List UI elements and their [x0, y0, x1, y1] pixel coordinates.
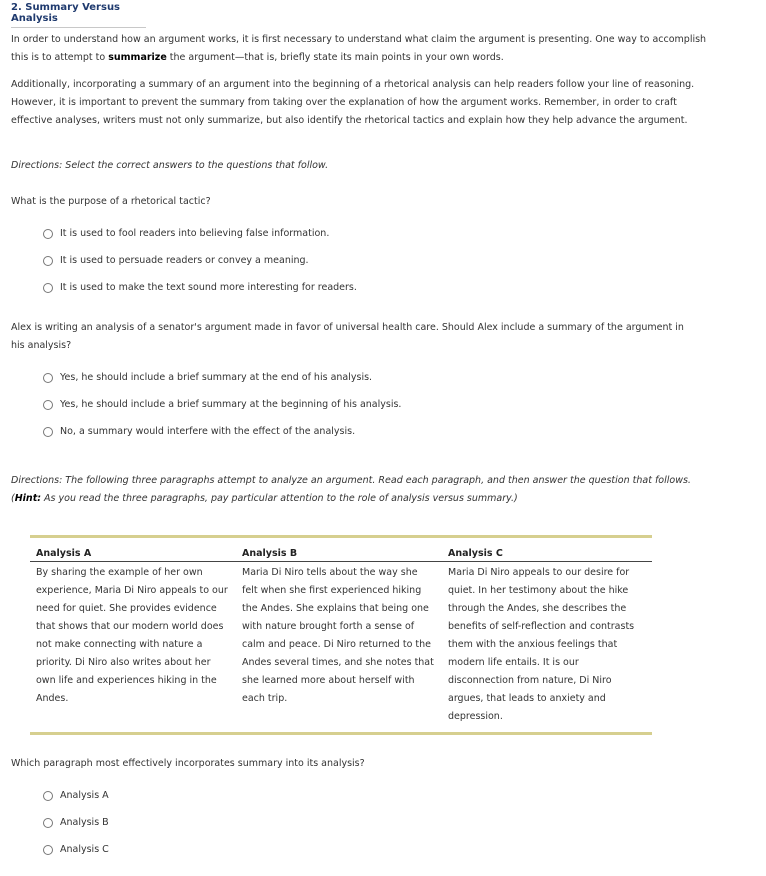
- radio-button[interactable]: [43, 427, 53, 437]
- directions-1: Directions: Select the correct answers to the questions that follow.: [11, 160, 329, 171]
- q3-option-3[interactable]: Analysis C: [43, 844, 109, 855]
- hint-label: Hint:: [14, 493, 42, 504]
- summarize-bold: summarize: [108, 52, 167, 63]
- q1-option-3[interactable]: It is used to make the text sound more interesting for readers.: [43, 282, 357, 293]
- analysis-b-header: Analysis B: [236, 537, 442, 562]
- q2-option-2[interactable]: Yes, he should include a brief summary at the beginning of his analysis.: [43, 399, 401, 410]
- radio-button[interactable]: [43, 845, 53, 855]
- question-2-text: Alex is writing an analysis of a senator's argument made in favor of universal health care. Should Alex include a summary of the argument in his analysis?: [11, 322, 684, 351]
- radio-button[interactable]: [43, 283, 53, 293]
- section-title: 2. Summary Versus Analysis: [11, 2, 146, 28]
- q1-option-2[interactable]: It is used to persuade readers or convey a meaning.: [43, 255, 309, 266]
- question-1-text: What is the purpose of a rhetorical tactic?: [11, 196, 211, 207]
- q3-option-2[interactable]: Analysis B: [43, 817, 109, 828]
- analysis-a-text: By sharing the example of her own experience, Maria Di Niro appeals to our need for quiet. She provides evidence that shows that our modern world does not make connecting with nature a priority. Di Niro also writes about her own life and experiences hiking in the Andes.: [36, 567, 228, 704]
- analysis-b-text: Maria Di Niro tells about the way she felt when she first experienced hiking the Andes. She explains that being one with nature brought forth a sense of calm and peace. Di Niro returned to the Andes several times, and she notes that she learned more about herself with each trip.: [242, 567, 434, 704]
- radio-button[interactable]: [43, 373, 53, 383]
- intro-paragraph-1: In order to understand how an argument works, it is first necessary to understand what claim the argument is presenting. One way to accomplish this is to attempt to summarize the argument—that is, briefly state its main points in your own words.: [11, 34, 707, 63]
- q1-option-1[interactable]: It is used to fool readers into believing false information.: [43, 228, 329, 239]
- directions-2: Directions: The following three paragraphs attempt to analyze an argument. Read each paragraph, and then answer the question that follows. (Hint: As you read the three paragraphs, pay particular attention to the role of analysis versus summary.): [11, 475, 691, 504]
- radio-button[interactable]: [43, 818, 53, 828]
- radio-button[interactable]: [43, 229, 53, 239]
- question-3-text: Which paragraph most effectively incorporates summary into its analysis?: [11, 758, 365, 769]
- intro-paragraph-2: Additionally, incorporating a summary of an argument into the beginning of a rhetorical analysis can help readers follow your line of reasoning. However, it is important to prevent the summary from taking over the explanation of how the argument works. Remember, in order to craft effective analyses, writers must not only summarize, but also identify the rhetorical tactics and explain how they help advance the argument.: [11, 79, 695, 126]
- q3-option-1[interactable]: Analysis A: [43, 790, 109, 801]
- analysis-c-text: Maria Di Niro appeals to our desire for quiet. In her testimony about the hike through the Andes, she describes the benefits of self-reflection and contrasts them with the anxious feelings that modern life entails. It is our disconnection from nature, Di Niro argues, that leads to anxiety and depression.: [448, 567, 635, 722]
- radio-button[interactable]: [43, 256, 53, 266]
- radio-button[interactable]: [43, 791, 53, 801]
- analysis-a-header: Analysis A: [30, 537, 236, 562]
- analysis-c-header: Analysis C: [442, 537, 652, 562]
- radio-button[interactable]: [43, 400, 53, 410]
- q2-option-3[interactable]: No, a summary would interfere with the effect of the analysis.: [43, 426, 355, 437]
- analysis-table: [30, 535, 652, 735]
- q2-option-1[interactable]: Yes, he should include a brief summary at the end of his analysis.: [43, 372, 372, 383]
